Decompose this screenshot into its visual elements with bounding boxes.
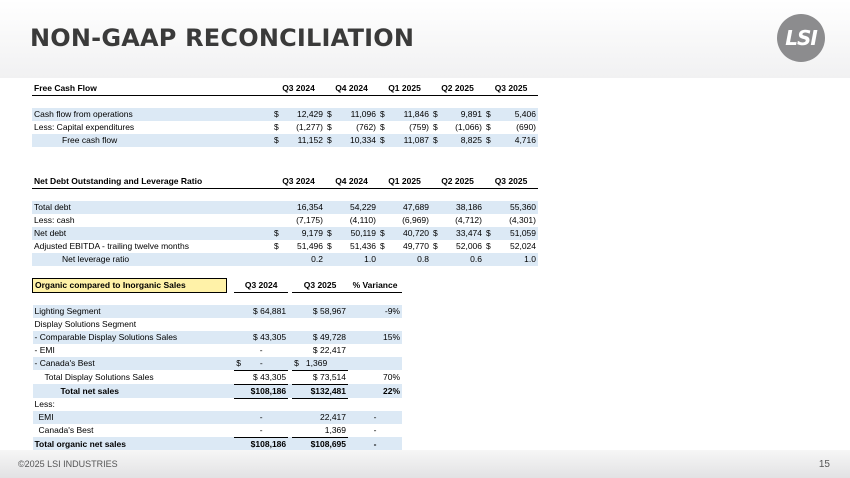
cell-value: 51,059 <box>494 227 538 240</box>
cell-value <box>234 398 288 411</box>
fcf-col-header: Q1 2025 <box>378 82 431 95</box>
debt-col-header: Q1 2025 <box>378 175 431 188</box>
cell-value: $ 49,728 <box>292 331 348 344</box>
fcf-col-header: Q4 2024 <box>325 82 378 95</box>
cell-value: - <box>234 424 288 437</box>
row-label: Adjusted EBITDA - trailing twelve months <box>34 241 189 252</box>
cell-value: (759) <box>409 122 429 133</box>
organic-sales-table <box>32 278 402 454</box>
row-label: Free cash flow <box>32 134 272 147</box>
table-row <box>33 384 403 398</box>
fcf-col-header: Q2 2025 <box>431 82 484 95</box>
table-row <box>33 344 403 357</box>
spacer-row <box>32 188 538 201</box>
cell-value: $ 73,514 <box>292 370 348 384</box>
row-label: - EMI <box>34 345 55 356</box>
page-number: 15 <box>818 459 830 470</box>
table-row <box>33 357 403 370</box>
row-label: Display Solutions Segment <box>34 319 137 330</box>
cell-value: 11,846 <box>388 108 431 121</box>
dollar-sign: $ <box>433 122 438 133</box>
organic-col-header: Q3 2024 <box>234 279 288 293</box>
cell-value: 10,334 <box>335 134 378 147</box>
table-row <box>33 398 403 411</box>
organic-col-header: Q3 2025 <box>292 279 348 293</box>
cell-value: 9,179 <box>282 227 325 240</box>
cell-value <box>348 357 402 370</box>
dollar-sign: $ <box>272 227 282 240</box>
cell-value: 47,689 <box>388 201 431 214</box>
cell-value: 11,152 <box>282 134 325 147</box>
cell-value: (4,301) <box>509 215 536 226</box>
cell-value: (690) <box>516 122 536 133</box>
table-row <box>33 424 403 437</box>
cell-value: 0.6 <box>441 253 484 266</box>
debt-col-header: Q2 2025 <box>431 175 484 188</box>
dollar-sign: $ <box>325 134 335 147</box>
table-row <box>32 253 538 266</box>
cell-value: 9,891 <box>441 108 484 121</box>
row-label: - Canada's Best <box>33 357 227 370</box>
debt-col-header: Q3 2025 <box>484 175 538 188</box>
table-row <box>33 318 403 331</box>
dollar-sign: $ <box>274 241 279 252</box>
dollar-sign: $ <box>380 122 385 133</box>
row-label: Total net sales <box>33 384 227 398</box>
row-label: Less: <box>34 399 55 410</box>
row-label: Less: cash <box>34 215 75 226</box>
cell-value: 0.8 <box>388 253 431 266</box>
cell-value <box>348 344 402 357</box>
cell-value: 0.2 <box>282 253 325 266</box>
row-label: Net leverage ratio <box>32 253 272 266</box>
cell-value: 8,825 <box>441 134 484 147</box>
cell-value <box>292 318 348 331</box>
fcf-col-header: Q3 2024 <box>272 82 325 95</box>
cell-value: $132,481 <box>292 384 348 398</box>
cell-value: 5,406 <box>494 108 538 121</box>
cell-value: 38,186 <box>441 201 484 214</box>
cell-value <box>348 398 402 411</box>
cell-value: (6,969) <box>402 215 429 226</box>
footer-band <box>0 450 850 478</box>
fcf-header-row <box>32 82 538 95</box>
dollar-sign: $ <box>378 227 388 240</box>
table-row <box>32 227 538 240</box>
cell-value: 33,474 <box>441 227 484 240</box>
cell-value: $ 22,417 <box>312 345 347 356</box>
spacer-row <box>33 292 403 305</box>
dollar-sign: $ <box>484 134 494 147</box>
cell-value: $ 43,305 <box>234 370 288 384</box>
dollar-sign: $ <box>325 227 335 240</box>
debt-col-header: Q3 2024 <box>272 175 325 188</box>
dollar-sign: $ <box>327 122 332 133</box>
row-label: - Comparable Display Solutions Sales <box>33 331 227 344</box>
dollar-sign: $ <box>433 241 438 252</box>
cell-value: $ 1,369 <box>292 357 348 370</box>
cell-value: 50,119 <box>335 227 378 240</box>
cell-value: 1.0 <box>494 253 538 266</box>
cell-value: - <box>373 425 377 436</box>
table-row <box>32 121 538 134</box>
dollar-sign: $ <box>484 108 494 121</box>
cell-value: - <box>348 411 402 424</box>
cell-value: (1,066) <box>455 122 482 133</box>
cell-value: $ - <box>234 357 288 370</box>
dollar-sign: $ <box>431 134 441 147</box>
cell-value: 22,417 <box>292 411 348 424</box>
cell-value: 15% <box>348 331 402 344</box>
cell-value: 49,770 <box>403 241 429 252</box>
company-logo <box>777 14 825 62</box>
dollar-sign: $ <box>272 134 282 147</box>
cell-value: $108,695 <box>292 437 348 452</box>
table-row <box>33 370 403 384</box>
cell-value: - <box>348 437 402 452</box>
cell-value: (7,175) <box>296 215 323 226</box>
cell-value: (1,277) <box>296 122 323 133</box>
table-row <box>33 331 403 344</box>
dollar-sign: $ <box>274 122 279 133</box>
cell-value: 11,096 <box>335 108 378 121</box>
dollar-sign: $ <box>380 241 385 252</box>
cell-value: 40,720 <box>388 227 431 240</box>
dollar-sign: $ <box>272 108 282 121</box>
organic-header-row <box>33 279 403 293</box>
cell-value: (762) <box>356 122 376 133</box>
row-label: Total organic net sales <box>33 437 227 452</box>
cell-value: 55,360 <box>494 201 538 214</box>
cell-value: (4,110) <box>349 215 376 226</box>
cell-value: 52,024 <box>510 241 536 252</box>
cell-value: 51,496 <box>297 241 323 252</box>
cell-value: (4,712) <box>455 215 482 226</box>
fcf-title: Free Cash Flow <box>32 82 272 95</box>
table-row <box>32 201 538 214</box>
spacer-row <box>32 95 538 108</box>
cell-value: 4,716 <box>494 134 538 147</box>
copyright-text: ©2025 LSI INDUSTRIES <box>18 459 118 469</box>
row-label: Cash flow from operations <box>32 108 272 121</box>
debt-col-header: Q4 2024 <box>325 175 378 188</box>
table-row <box>33 411 403 424</box>
cell-value: 1,369 <box>292 424 348 437</box>
dollar-sign: $ <box>486 122 491 133</box>
row-label: Lighting Segment <box>33 305 227 318</box>
row-label: EMI <box>33 411 227 424</box>
cell-value: 1.0 <box>335 253 378 266</box>
debt-title: Net Debt Outstanding and Leverage Ratio <box>32 175 272 188</box>
cell-value <box>292 398 348 411</box>
cell-value: $108,186 <box>234 437 288 452</box>
row-label: Total debt <box>32 201 272 214</box>
cell-value <box>234 318 288 331</box>
table-row <box>33 305 403 318</box>
dollar-sign: $ <box>431 227 441 240</box>
row-label: Net debt <box>32 227 272 240</box>
logo-text: LSI <box>785 26 817 50</box>
free-cash-flow-table <box>32 82 538 147</box>
cell-value <box>348 318 402 331</box>
cell-value: 51,436 <box>350 241 376 252</box>
cell-value: $108,186 <box>234 384 288 398</box>
dollar-sign: $ <box>431 108 441 121</box>
cell-value: 22% <box>348 384 402 398</box>
dollar-sign: $ <box>327 241 332 252</box>
dollar-sign: $ <box>325 108 335 121</box>
debt-header-row <box>32 175 538 188</box>
row-label: Less: Capital expenditures <box>34 122 135 133</box>
table-row <box>32 240 538 253</box>
cell-value: -9% <box>348 305 402 318</box>
row-label: Canada's Best <box>38 425 94 436</box>
cell-value: 52,006 <box>456 241 482 252</box>
fcf-col-header: Q3 2025 <box>484 82 538 95</box>
cell-value: $ 58,967 <box>292 305 348 318</box>
page-title: NON-GAAP RECONCILIATION <box>30 24 415 52</box>
dollar-sign: $ <box>484 227 494 240</box>
dollar-sign: $ <box>378 134 388 147</box>
table-row <box>32 214 538 227</box>
cell-value: 16,354 <box>282 201 325 214</box>
cell-value: 12,429 <box>282 108 325 121</box>
cell-value: $ 43,305 <box>234 331 288 344</box>
table-row <box>32 108 538 121</box>
cell-value: 54,229 <box>335 201 378 214</box>
cell-value: - <box>259 345 263 356</box>
organic-title: Organic compared to Inorganic Sales <box>33 279 227 293</box>
dollar-sign: $ <box>378 108 388 121</box>
cell-value: $ 64,881 <box>234 305 288 318</box>
cell-value: - <box>234 411 288 424</box>
row-label: Total Display Solutions Sales <box>44 371 154 382</box>
table-row <box>32 134 538 147</box>
net-debt-table <box>32 175 538 266</box>
cell-value: 11,087 <box>388 134 431 147</box>
cell-value: 70% <box>382 371 400 382</box>
dollar-sign: $ <box>486 241 491 252</box>
organic-col-header: % Variance <box>348 279 402 293</box>
